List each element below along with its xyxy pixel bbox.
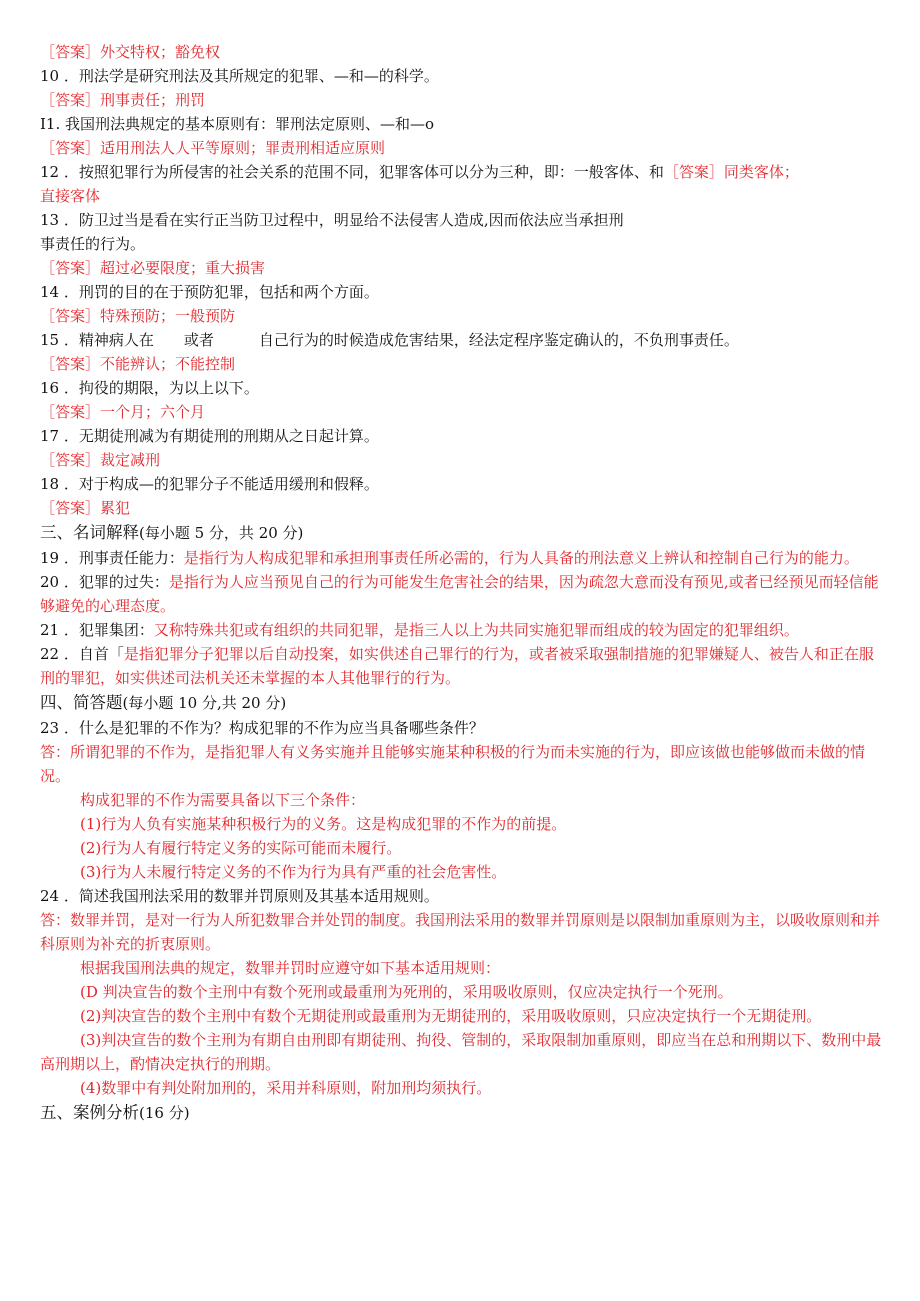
section-5-title: 五、案例分析: [40, 1103, 139, 1122]
answer-23-item: (2)行为人有履行特定义务的实际可能而未履行。: [80, 839, 402, 857]
question-13-line1: 13 ．防卫过当是看在实行正当防卫过程中，明显给不法侵害人造成,因而依法应当承担刑: [40, 211, 624, 229]
section-5-note: (16 分): [139, 1104, 190, 1122]
answer-15: ［答案］不能辨认；不能控制: [40, 355, 236, 373]
answer-24-lead: 根据我国刑法典的规定，数罪并罚时应遵守如下基本适用规则：: [80, 959, 501, 977]
question-15: 15 ．精神病人在 或者 自己行为的时候造成危害结果，经法定程序鉴定确认的，不负刑事责任。: [40, 331, 739, 349]
term-20-answer: 是指行为人应当预见自己的行为可能发生危害社会的结果，因为疏忽大意而没有预见,或者已经预见而轻信能够避免的心理态度。: [40, 573, 879, 615]
term-19-label: 19 ．刑事责任能力：: [40, 549, 184, 567]
answer-10: ［答案］刑事责任；刑罚: [40, 91, 206, 109]
section-4-title: 四、简答题: [40, 693, 123, 712]
document-page: [40, 40, 885, 1126]
section-3-heading: [40, 520, 885, 546]
term-20: [40, 570, 885, 618]
answer-18: ［答案］累犯: [40, 499, 131, 517]
question-18: 18 ．对于构成—的犯罪分子不能适用缓刑和假释。: [40, 475, 379, 493]
answer-17: ［答案］裁定减刑: [40, 451, 161, 469]
answer-16: ［答案］一个月；六个月: [40, 403, 206, 421]
answer-24-item: (4)数罪中有判处附加刑的，采用并科原则，附加刑均须执行。: [80, 1079, 492, 1097]
question-10: 10 ．刑法学是研究刑法及其所规定的犯罪、—和—的科学。: [40, 67, 439, 85]
term-21-answer: 又称特殊共犯或有组织的共同犯罪，是指三人以上为共同实施犯罪而组成的较为固定的犯罪组织。: [153, 621, 799, 639]
section-4-note: (每小题 10 分,共 20 分): [122, 694, 287, 712]
term-19-answer: 是指行为人构成犯罪和承担刑事责任所必需的，行为人具备的刑法意义上辨认和控制自己行为的能力。: [183, 549, 859, 567]
term-19: [40, 546, 885, 570]
term-22-answer: 是指犯罪分子犯罪以后自动投案，如实供述自己罪行的行为，或者被采取强制措施的犯罪嫌疑人、被告人和正在服刑的罪犯，如实供述司法机关还未掌握的本人其他罪行的行为。: [40, 645, 874, 687]
answer-24-item: (D 判决宣告的数个主刑中有数个死刑或最重刑为死刑的，采用吸收原则，仅应决定执行一个死刑。: [80, 983, 733, 1001]
term-21: [40, 618, 885, 642]
section-5-heading: [40, 1100, 885, 1126]
answer-24-item: (2)判决宣告的数个主刑中有数个无期徒刑或最重刑为无期徒刑的，采用吸收原则，只应决定执行一个无期徒刑。: [80, 1007, 822, 1025]
question-16: 16 ．拘役的期限，为以上以下。: [40, 379, 259, 397]
term-21-label: 21 ．犯罪集团：: [40, 621, 154, 639]
term-22: [40, 642, 885, 690]
answer-13: ［答案］超过必要限度；重大损害: [40, 259, 266, 277]
question-12: [40, 160, 885, 184]
question-12-text: 12 ．按照犯罪行为所侵害的社会关系的范围不同，犯罪客体可以分为三种，即：一般客体、和: [40, 163, 664, 181]
question-17: 17 ．无期徒刑减为有期徒刑的刑期从之日起计算。: [40, 427, 379, 445]
question-11: I1. 我国刑法典规定的基本原则有：罪刑法定原则、—和—o: [40, 115, 435, 133]
answer-23-lead: 构成犯罪的不作为需要具备以下三个条件：: [80, 791, 366, 809]
question-23: 23 ．什么是犯罪的不作为？构成犯罪的不作为应当具备哪些条件？: [40, 719, 484, 737]
answer-23-intro: 答：所谓犯罪的不作为，是指犯罪人有义务实施并且能够实施某种积极的行为而未实施的行为，即应该做也能够做而未做的情况。: [40, 743, 866, 785]
question-24: 24 ．简述我国刑法采用的数罪并罚原则及其基本适用规则。: [40, 887, 439, 905]
answer-12-continued: 直接客体: [40, 187, 101, 205]
section-4-heading: [40, 690, 885, 716]
question-13-line2: 事责任的行为。: [40, 235, 146, 253]
answer-24-intro: 答：数罪并罚，是对一行为人所犯数罪合并处罚的制度。我国刑法采用的数罪并罚原则是以限制加重原则为主，以吸收原则和并科原则为补充的折衷原则。: [40, 911, 881, 953]
answer-23-item: (3)行为人未履行特定义务的不作为行为具有严重的社会危害性。: [80, 863, 507, 881]
section-3-title: 三、名词解释: [40, 523, 139, 542]
term-20-label: 20 ．犯罪的过失：: [40, 573, 169, 591]
answer-24-item: (3)判决宣告的数个主刑为有期自由刑即有期徒刑、拘役、管制的，采取限制加重原则，即应当在总和刑期以下、数刑中最高刑期以上，酌情决定执行的刑期。: [40, 1031, 882, 1073]
answer-12-inline: ［答案］同类客体；: [663, 163, 799, 181]
answer-11: ［答案］适用刑法人人平等原则；罪责刑相适应原则: [40, 139, 386, 157]
section-3-note: (每小题 5 分，共 20 分): [139, 524, 304, 542]
answer-14: ［答案］特殊预防；一般预防: [40, 307, 236, 325]
term-22-label: 22 ．自首「: [40, 645, 124, 663]
question-14: 14 ．刑罚的目的在于预防犯罪，包括和两个方面。: [40, 283, 379, 301]
answer-23-item: (1)行为人负有实施某种积极行为的义务。这是构成犯罪的不作为的前提。: [80, 815, 567, 833]
answer-9: ［答案］外交特权；豁免权: [40, 43, 221, 61]
